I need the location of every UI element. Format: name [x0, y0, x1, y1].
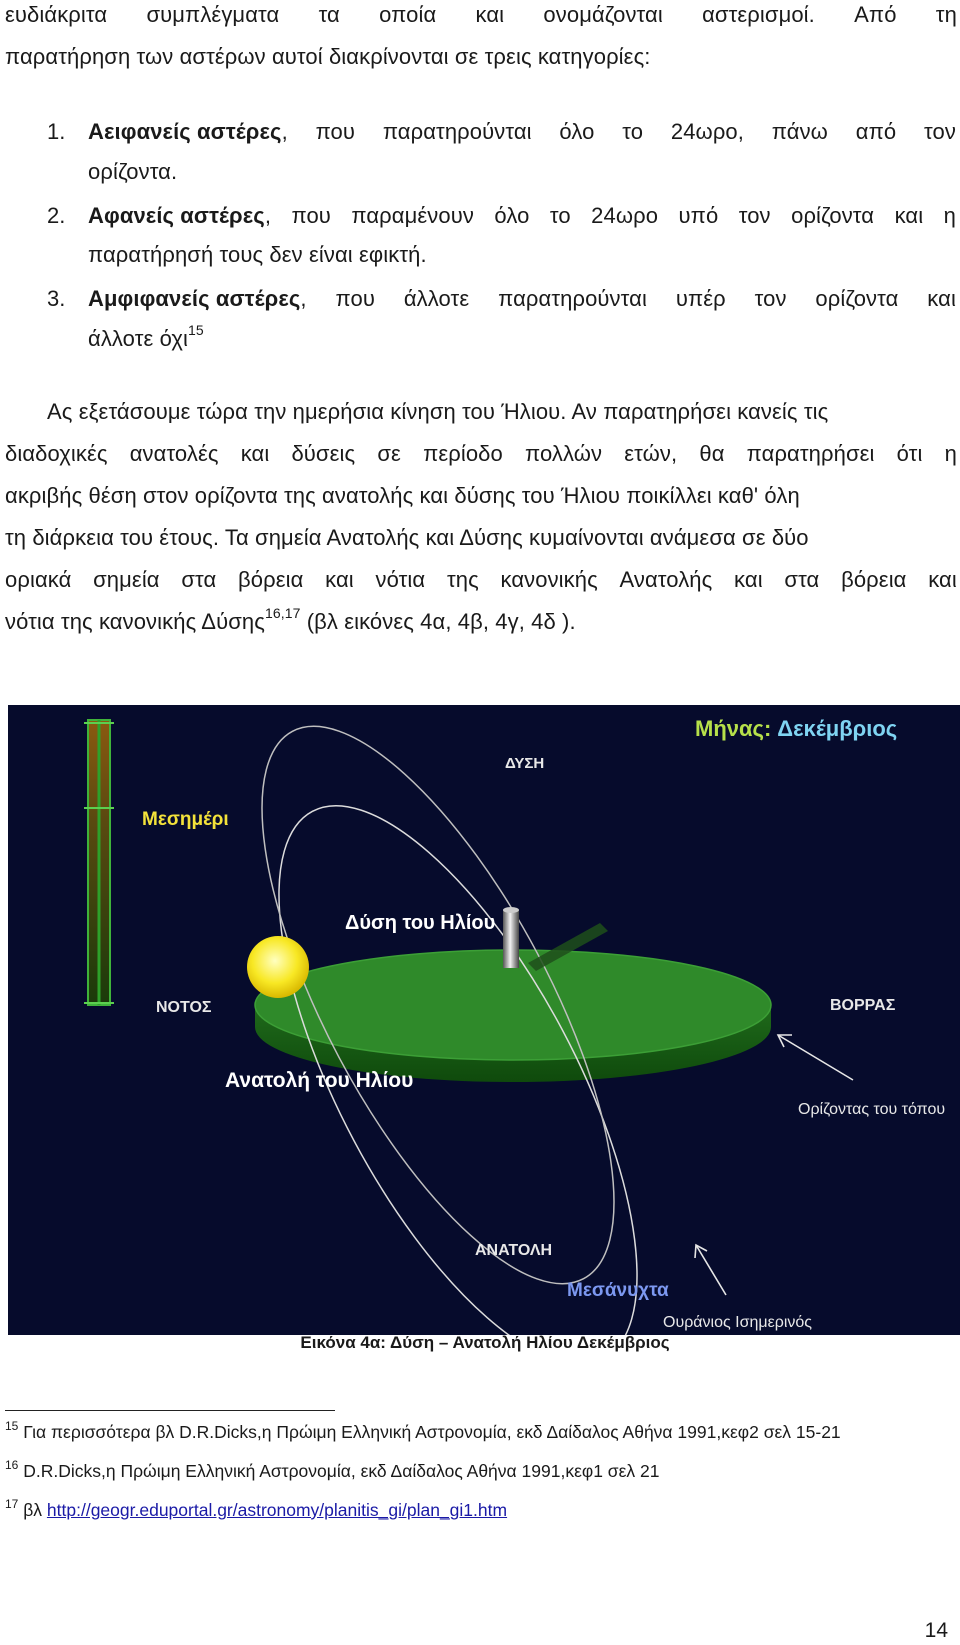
word: θα [699, 441, 725, 466]
word: ορίζοντα [815, 286, 899, 311]
word: υπέρ [675, 286, 726, 311]
list-number-1: 1. [47, 119, 66, 144]
word: τον [924, 119, 956, 144]
word: παρατηρούνται [382, 119, 532, 144]
word: ευδιάκριτα [5, 2, 108, 27]
sun-path-diagram [8, 705, 960, 1335]
word: Από [854, 2, 897, 27]
word: και [325, 567, 354, 592]
horizon-label: Ορίζοντας του τόπου [798, 1101, 946, 1118]
word: ανατολές [129, 441, 219, 466]
sunset-label: Δύση του Ηλίου [345, 912, 496, 934]
word: που [335, 286, 375, 311]
word: ετών, [624, 441, 678, 466]
celestial-equator-label: Ουράνιος Ισημερινός [663, 1314, 812, 1331]
word: το [622, 119, 644, 144]
list-item-1-line1: Αειφανείς αστέρες, που παρατηρούνται όλο το 24ωρο, πάνω από τον [88, 117, 956, 147]
word: που [291, 203, 331, 228]
south-label: ΝΟΤΟΣ [156, 999, 212, 1016]
figure-caption: Εικόνα 4α: Δύση – Ανατολή Ηλίου Δεκέμβριος [300, 1333, 670, 1352]
word: και [240, 441, 270, 466]
word: ονομάζονται [543, 2, 663, 27]
list-item-3-term: Αμφιφανείς αστέρες [88, 286, 301, 311]
word: και [475, 2, 505, 27]
paragraph2-line1: Ας εξετάσουμε τώρα την ημερήσια κίνηση του Ήλιου. Αν παρατηρήσει κανείς τις [47, 399, 829, 424]
midnight-label: Μεσάνυχτα [567, 1280, 669, 1301]
word: παρατηρούνται [498, 286, 647, 311]
sunrise-label: Ανατολή του Ηλίου [225, 1069, 414, 1092]
paragraph2-line6: νότια της κανονικής Δύσης$^{16,17}$ (βλ εικόνες 4α, 4β, 4γ, 4δ ). [5, 605, 576, 634]
word: συμπλέγματα [146, 2, 280, 27]
word: νότια [375, 567, 426, 592]
figure-sun-path-december [8, 705, 960, 1335]
word: 24ωρο [591, 203, 659, 228]
word: υπό [678, 203, 719, 228]
word: όλο [559, 119, 595, 144]
footnote-separator [5, 1410, 335, 1411]
word: διαδοχικές [5, 441, 108, 466]
list-item-2-term: Αφανείς αστέρες [88, 203, 265, 228]
paragraph2-line5 [5, 565, 957, 595]
word: βόρεια [841, 567, 907, 592]
footnote-ref-16-17[interactable]: 16,17 [264, 605, 301, 621]
word: Ανατολής [619, 567, 713, 592]
list-item-2-line1: Αφανείς αστέρες, που παραμένουν όλο το 24ωρο υπό τον ορίζοντα και η [88, 201, 956, 231]
page-number: 14 [924, 1619, 948, 1642]
word: τη [935, 2, 957, 27]
word: ότι [896, 441, 923, 466]
list-item-2-line2: παρατήρησή τους δεν είναι εφικτή. [88, 242, 427, 267]
word: άλλοτε [403, 286, 470, 311]
word: περίοδο [423, 441, 503, 466]
paragraph1-line2: παρατήρηση των αστέρων αυτοί διακρίνονται σε τρεις κατηγορίες: [5, 44, 651, 69]
footnote-17-link[interactable]: http://geogr.eduportal.gr/astronomy/planitis_gi/plan_gi1.htm [46, 1500, 508, 1520]
word: οποία [379, 2, 437, 27]
word: πολλών [525, 441, 603, 466]
word: αστερισμοί. [702, 2, 815, 27]
word: τα [318, 2, 340, 27]
word: σημεία [93, 567, 160, 592]
word: σε [377, 441, 401, 466]
paragraph1-line1 [5, 0, 957, 30]
word: δύσεις [291, 441, 356, 466]
word: η [943, 203, 956, 228]
footnote-15: $^{15}$ Για περισσότερα βλ D.R.Dicks,η Πρώιμη Ελληνική Αστρονομία, εκδ Δαίδαλος Αθήνα 1991,κεφ2 σελ 15-21 [5, 1419, 841, 1442]
footnote-16: $^{16}$ D.R.Dicks,η Πρώιμη Ελληνική Αστρονομία, εκδ Δαίδαλος Αθήνα 1991,κεφ1 σελ 21 [5, 1458, 660, 1481]
paragraph2-line2 [5, 439, 957, 469]
word: βόρεια [238, 567, 304, 592]
word: από [855, 119, 897, 144]
paragraph2-line3: ακριβής θέση στον ορίζοντα της ανατολής και δύσης του Ήλιου ποικίλλει καθ' όλη [5, 483, 800, 508]
word: τον [754, 286, 787, 311]
footnote-17: $^{17}$ βλ http://geogr.eduportal.gr/astronomy/planitis_gi/plan_gi1.htm [5, 1497, 508, 1520]
month-label: Μήνας: Δεκέμβριος [695, 716, 898, 741]
word: στα [181, 567, 217, 592]
west-label: ΔΥΣΗ [505, 755, 545, 772]
word: παραμένουν [351, 203, 474, 228]
word: όλο [494, 203, 530, 228]
word: τον [738, 203, 771, 228]
list-item-3-line1: Αμφιφανείς αστέρες, που άλλοτε παρατηρούνται υπέρ τον ορίζοντα και [88, 284, 956, 314]
gnomon-pole [503, 910, 519, 968]
word: και [927, 286, 956, 311]
paragraph2-line4: τη διάρκεια του έτους. Τα σημεία Ανατολής και Δύσης κυμαίνονται ανάμεσα σε δύο [5, 525, 809, 550]
list-number-2: 2. [47, 203, 66, 228]
horizon-arrow [778, 1035, 853, 1080]
list-item-1-line2: ορίζοντα. [88, 159, 178, 184]
word: στα [784, 567, 820, 592]
equator-arrow [695, 1245, 726, 1295]
word: ορίζοντα [791, 203, 875, 228]
word: της [446, 567, 479, 592]
list-item-1-term: Αειφανείς αστέρες [88, 119, 282, 144]
noon-label: Μεσημέρι [142, 809, 229, 830]
word: 24ωρο, [670, 119, 744, 144]
word: οριακά [5, 567, 72, 592]
word: το [549, 203, 571, 228]
word: παρατηρήσει [746, 441, 875, 466]
time-bar [84, 720, 114, 1005]
word: και [894, 203, 924, 228]
word: πάνω [771, 119, 828, 144]
word: και [928, 567, 957, 592]
list-number-3: 3. [47, 286, 66, 311]
word: η [944, 441, 957, 466]
sun-icon [247, 936, 309, 998]
north-label: ΒΟΡΡΑΣ [830, 997, 896, 1014]
footnote-ref-15[interactable]: 15 [188, 322, 204, 338]
list-item-3-line2: άλλοτε όχι$^{15}$ [88, 322, 204, 351]
word: και [734, 567, 763, 592]
word: κανονικής [500, 567, 598, 592]
word: που [315, 119, 356, 144]
east-label: ΑΝΑΤΟΛΗ [475, 1242, 553, 1259]
